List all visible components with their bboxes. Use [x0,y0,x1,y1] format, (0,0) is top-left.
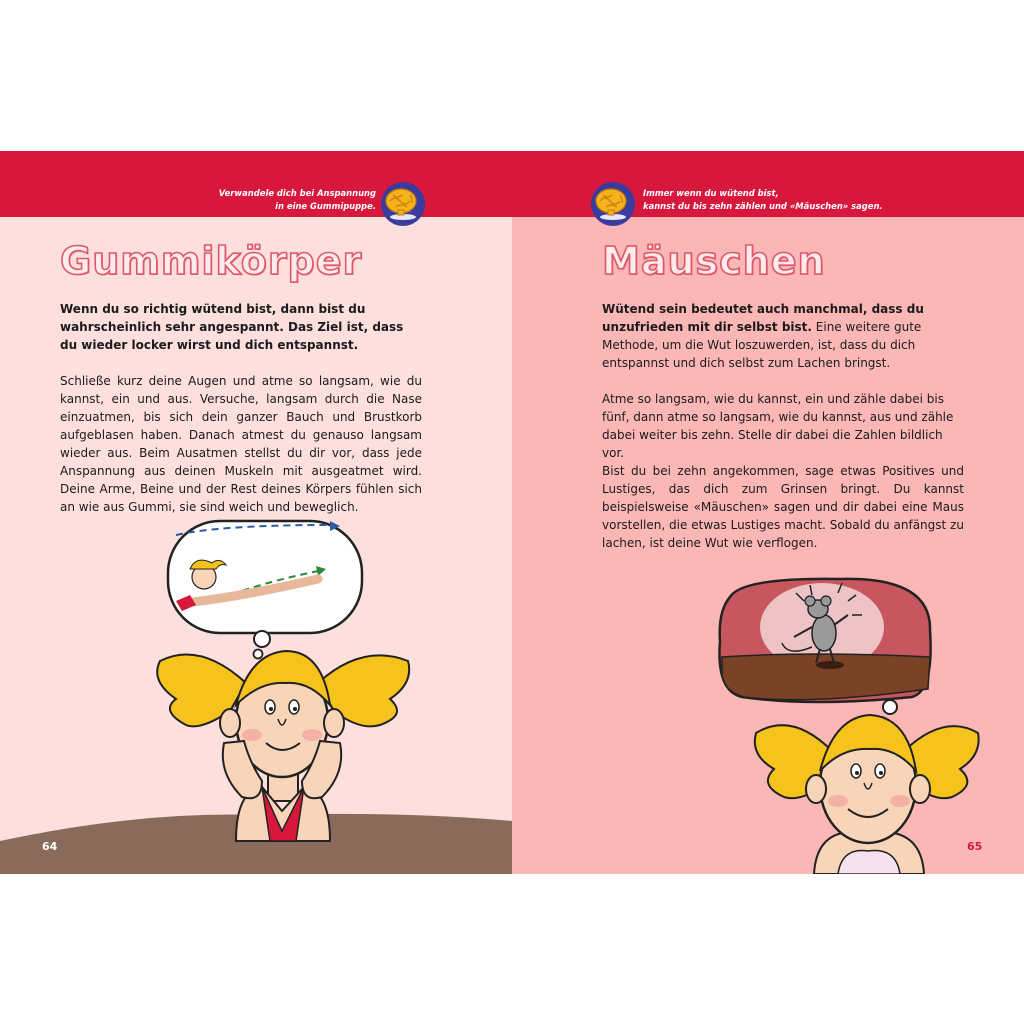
right-intro-bold: Wütend sein bedeutet auch manchmal, dass du unzufrieden mit dir selbst bist. [602,302,924,334]
right-banner-text [643,187,883,213]
left-banner-text [219,187,376,213]
right-page [512,151,1024,874]
left-body-paragraph: Schließe kurz deine Augen und atme so langsam, wie du kannst, ein und aus. Versuche, langsam durch die Nase einzuatmen, bis sich dein ganzer Bauch und Brustkorb aufgeblasen haben. Danach atmest du genauso langsam wieder aus. Beim Ausatmen stellst du dir vor, dass jede Anspannung aus deinen Muskeln mit ausgeatmet wird. Deine Arme, Beine und der Rest deines Körpers fühlen sich an wie aus Gummi, sie sind weich und beweglich. [60,374,422,514]
left-intro-paragraph: Wenn du so richtig wütend bist, dann bist du wahrscheinlich sehr angespannt. Das Ziel ist, dass du wieder locker wirst und dich entspannst. [60,302,404,352]
thought-bubble [168,521,362,659]
brain-icon [590,181,636,227]
brain-icon [380,181,426,227]
girl-mouse-illustration [512,571,1024,874]
right-intro-paragraph [602,300,964,372]
left-banner-line-2: in eine Gummipuppe. [275,201,376,211]
left-banner-line-1: Verwandele dich bei Anspannung [218,188,376,198]
book-spread [0,151,1024,874]
right-banner [512,151,1024,217]
right-page-title: Mäuschen [602,239,826,283]
left-page-title: Gummikörper [60,239,363,283]
right-page-number: 65 [967,840,983,853]
girl-illustration [0,511,512,874]
left-page-number: 64 [42,840,58,853]
right-banner-line-1: Immer wenn du wütend bist, [643,188,779,198]
right-body-paragraph-1: Atme so langsam, wie du kannst, ein und zähle dabei bis fünf, dann atme so langsam, wie du kannst, aus und zähle dabei weiter bis zehn. Stelle dir dabei die Zahlen bildlich vor. [602,392,954,460]
left-banner [0,151,512,217]
right-banner-line-2: kannst du bis zehn zählen und «Mäuschen» sagen. [643,201,883,211]
left-page [0,151,512,874]
right-body-paragraph-2: Bist du bei zehn angekommen, sage etwas Positives und Lustiges, das dich zum Grinsen bringt. Du kannst beispielsweise «Mäuschen» sagen und dir dabei eine Maus vorstellen, die etwas Lustiges macht. Sobald du anfängst zu lachen, ist deine Wut wie verflogen. [602,464,964,550]
right-intro-rest: Eine weitere gute Methode, um die Wut loszuwerden, ist, dass du dich entspannst und dich selbst zum Lachen bringst. [602,320,922,370]
